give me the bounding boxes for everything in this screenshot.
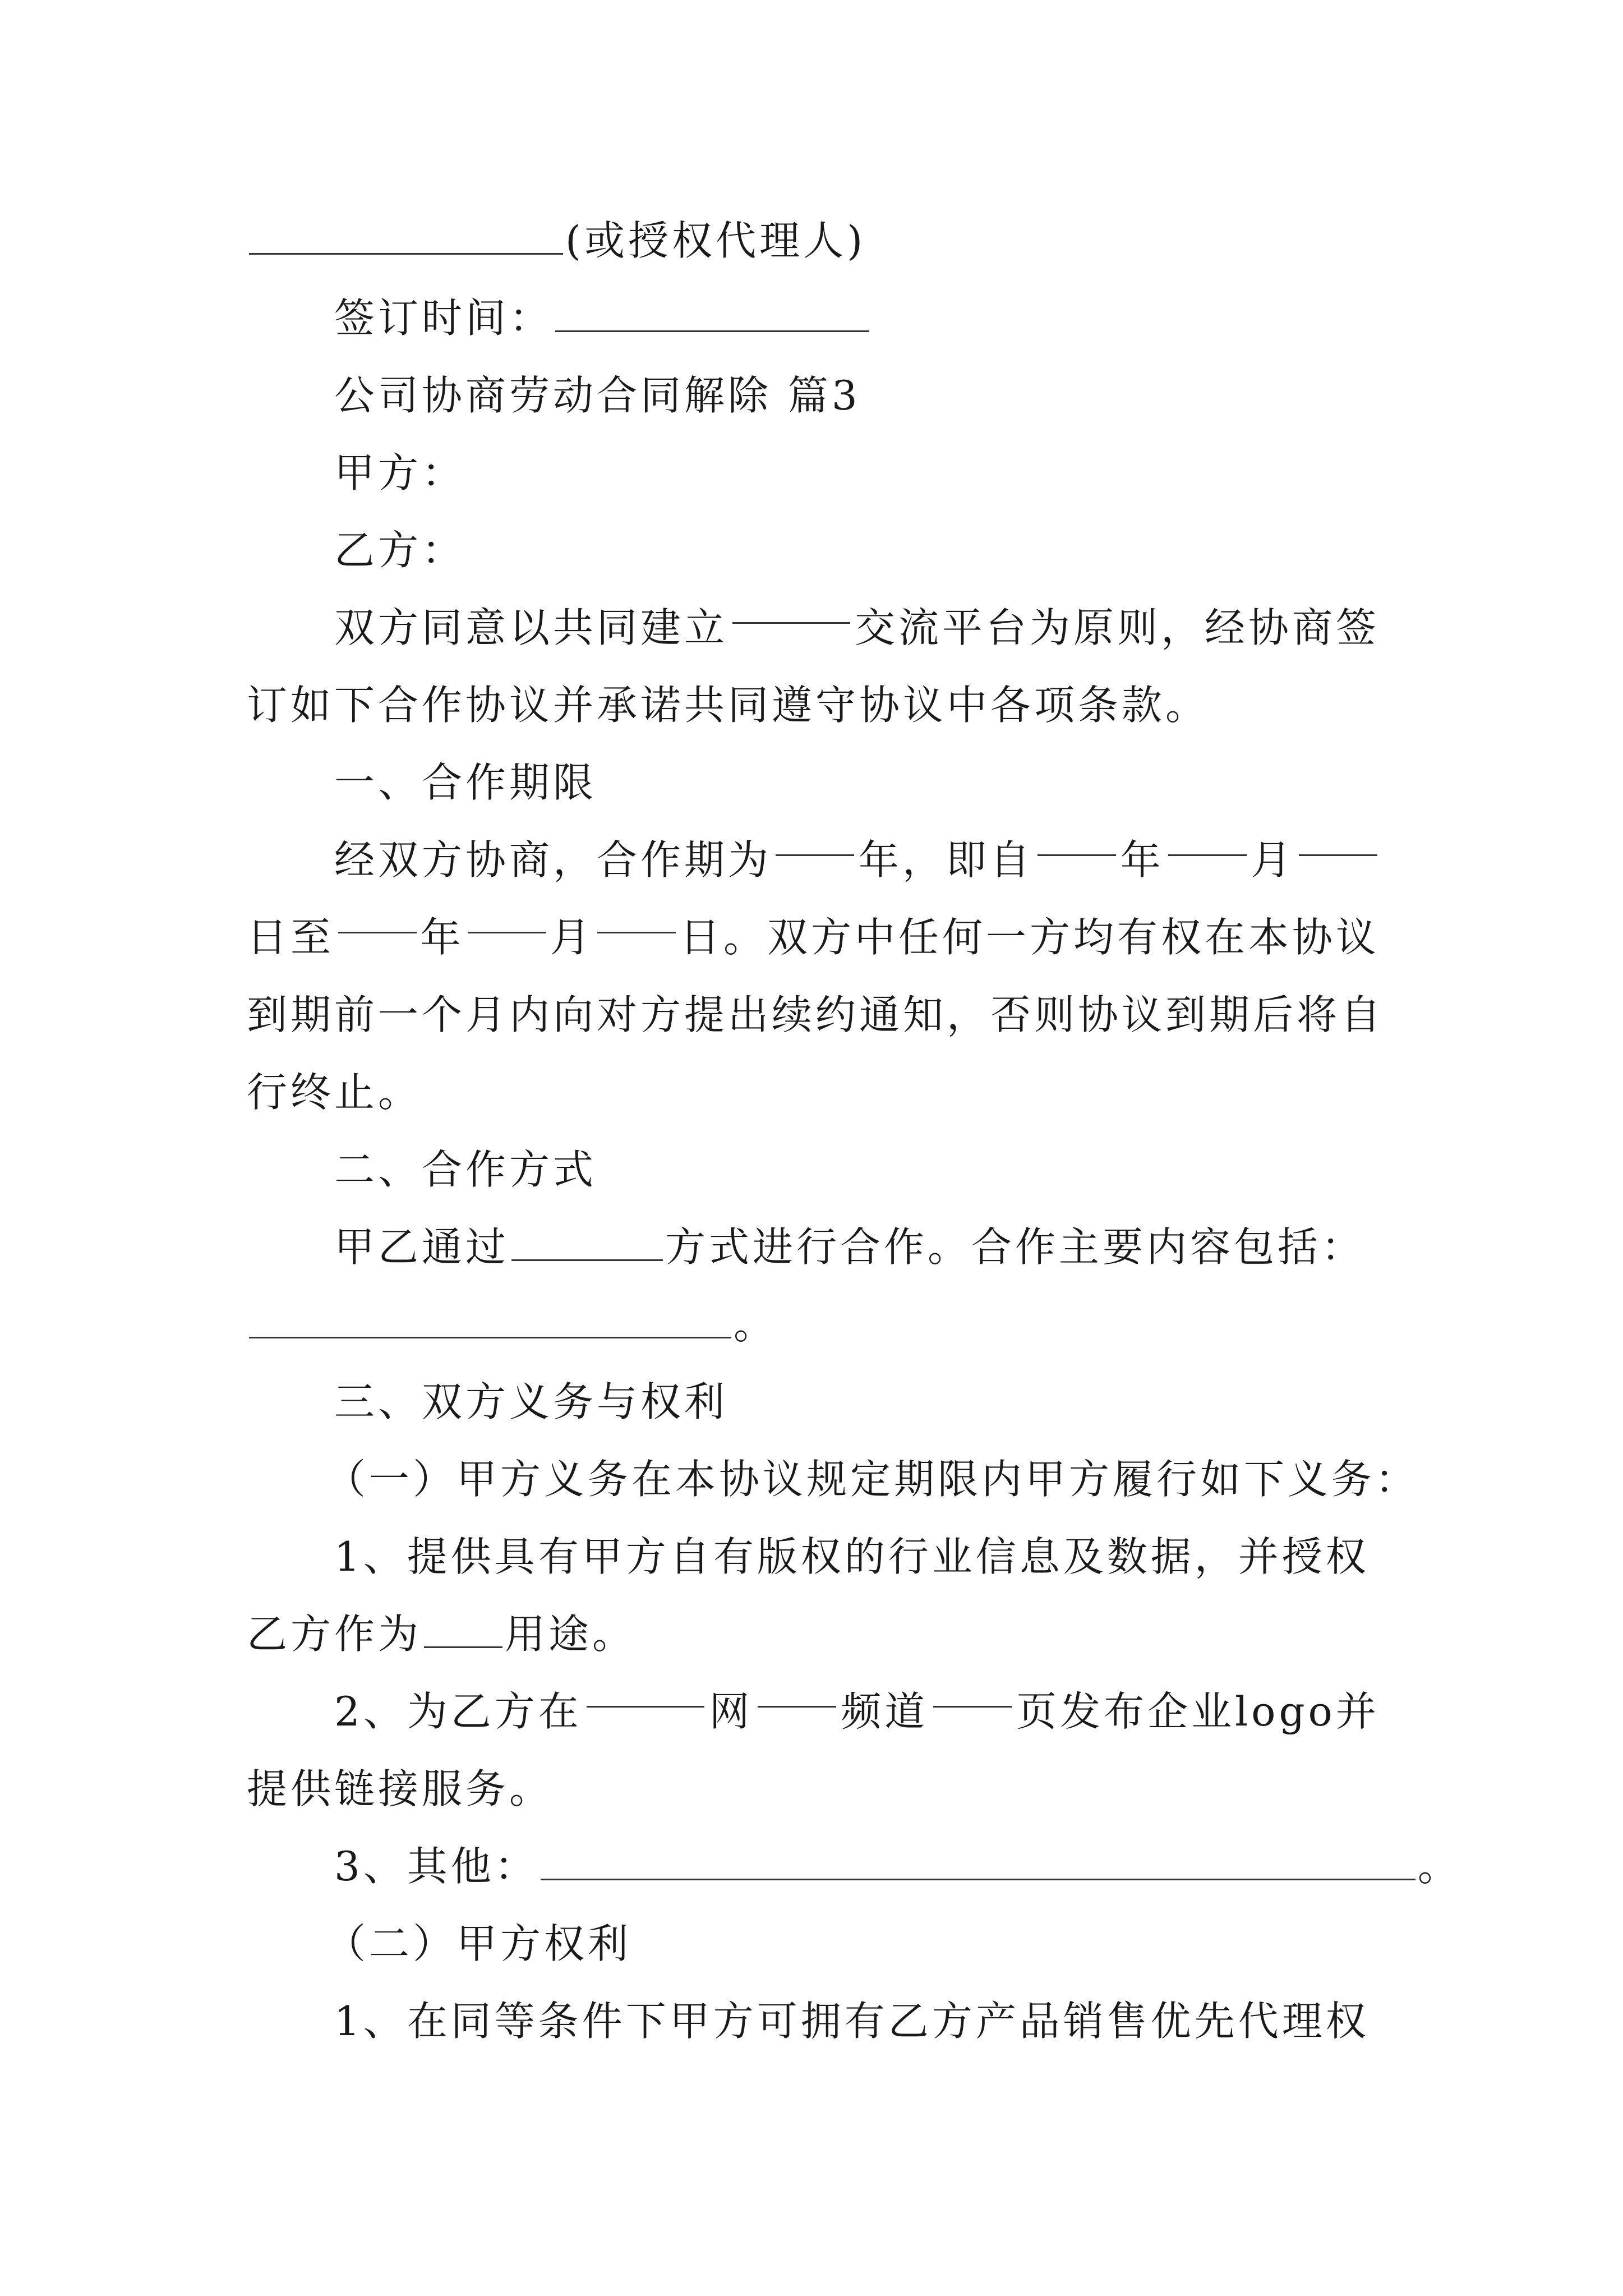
other-blank: [541, 1846, 1415, 1880]
site-blank: [587, 1673, 704, 1708]
start-day-blank: [1299, 821, 1377, 856]
platform-blank: [732, 589, 850, 624]
term-line-2: [247, 899, 1380, 976]
channel-blank: [758, 1673, 836, 1708]
item2-text-4: 页发布企业logo并: [1016, 1688, 1380, 1735]
item2-text-3: 频道: [841, 1688, 929, 1735]
method-text-2: 方式进行合作。合作主要内容包括：: [665, 1223, 1366, 1271]
sign-time-line: [247, 279, 1380, 357]
term-text-4: 月: [1251, 836, 1295, 884]
term-line-1: [247, 821, 1380, 899]
signature-line: [247, 202, 1380, 279]
item2-line-1: [247, 1673, 1380, 1750]
start-year-blank: [1038, 821, 1116, 856]
signature-blank: [249, 220, 563, 255]
end-month-blank: [468, 899, 546, 933]
intro-text-1: 双方同意以共同建立: [334, 604, 728, 651]
item1-line-1: 1、提供具有甲方自有版权的行业信息及数据，并授权: [334, 1533, 1370, 1580]
item1-text-1: 乙方作为: [247, 1611, 422, 1658]
item1-line-2: [247, 1595, 1380, 1673]
sub-heading-a-obligations: （一）甲方义务在本协议规定期限内甲方履行如下义务：: [325, 1456, 1419, 1503]
intro-text-2: 交流平台为原则，经协商签: [854, 604, 1380, 651]
sub-heading-a-rights: （二）甲方权利: [325, 1920, 632, 1967]
party-a-label: 甲方：: [334, 449, 466, 496]
sign-time-blank: [555, 297, 869, 332]
page-blank: [933, 1673, 1012, 1708]
term-text-1: 经双方协商，合作期为: [334, 836, 772, 884]
authorized-agent-label: (或授权代理人): [565, 217, 866, 264]
item2-text-1: 2、为乙方在: [334, 1688, 582, 1735]
item2-line-2: 提供链接服务。: [247, 1765, 554, 1812]
item3-line: [247, 1828, 1461, 1905]
item3-end-mark: 。: [1417, 1843, 1461, 1890]
years-blank: [776, 821, 854, 856]
heading-obligations: 三、双方义务与权利: [334, 1378, 728, 1425]
party-b-label: 乙方：: [334, 527, 466, 574]
item2-text-2: 网: [709, 1688, 753, 1735]
term-l2-text-4: 日。双方中任何一方均有权在本协议: [679, 914, 1380, 961]
item1-text-2: 用途。: [505, 1611, 637, 1658]
method-blank: [511, 1226, 663, 1261]
content-blank: [249, 1304, 731, 1338]
section-title: 公司协商劳动合同解除 篇3: [334, 372, 861, 419]
method-line-1: [247, 1208, 1380, 1286]
document-body: [247, 202, 1461, 2060]
term-text-3: 年: [1120, 836, 1164, 884]
heading-method: 二、合作方式: [334, 1146, 597, 1193]
method-line-2: [247, 1286, 1380, 1363]
term-l2-text-1: 日至: [247, 914, 335, 961]
method-text-1: 甲乙通过: [334, 1223, 510, 1271]
term-line-4: 行终止。: [247, 1069, 422, 1116]
term-l2-text-3: 月: [550, 914, 594, 961]
start-month-blank: [1168, 821, 1247, 856]
intro-line-2: 订如下合作协议并承诺共同遵守协议中各项条款。: [247, 682, 1210, 729]
rights-item1: 1、在同等条件下甲方可拥有乙方产品销售优先代理权: [334, 1998, 1370, 2045]
sign-time-label: 签订时间：: [334, 295, 554, 342]
item3-text: 3、其他：: [334, 1843, 538, 1890]
end-day-blank: [597, 899, 676, 933]
term-l2-text-2: 年: [420, 914, 464, 961]
end-year-blank: [338, 899, 417, 933]
term-line-3: 到期前一个月内向对方提出续约通知，否则协议到期后将自: [247, 991, 1385, 1038]
term-text-2: 年，即自: [858, 836, 1034, 884]
heading-term: 一、合作期限: [334, 759, 597, 806]
method-end-mark: 。: [734, 1301, 778, 1348]
purpose-blank: [424, 1613, 502, 1648]
intro-line-1: [247, 589, 1380, 666]
